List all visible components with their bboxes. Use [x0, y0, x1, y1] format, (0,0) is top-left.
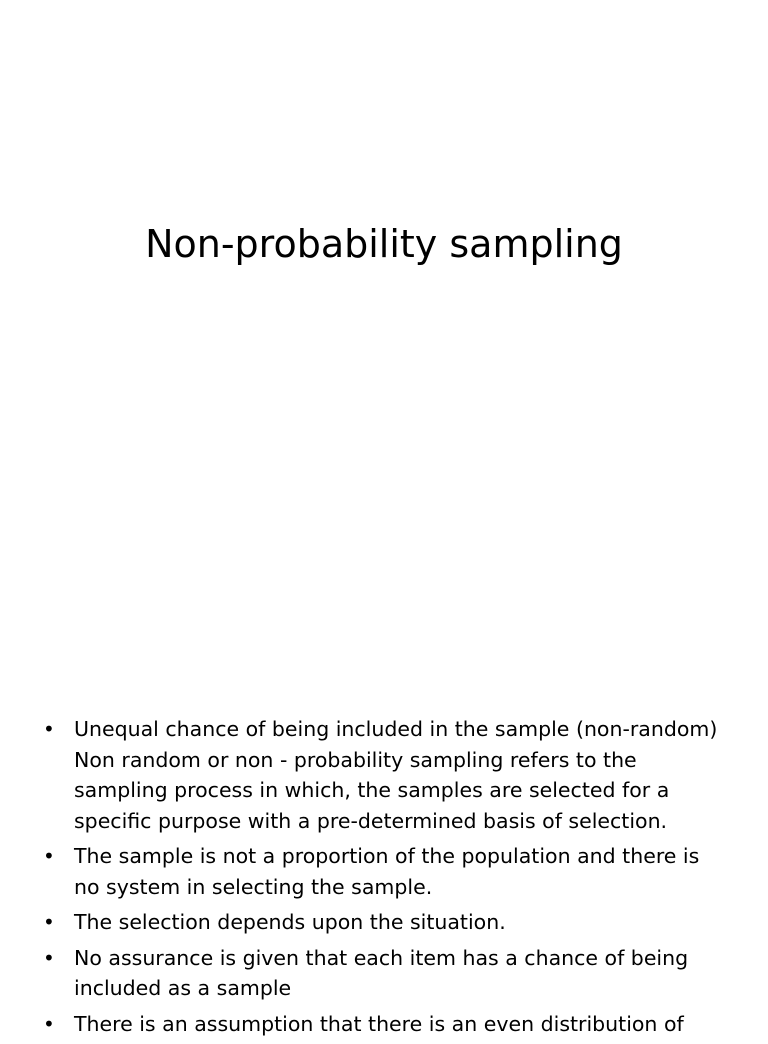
bullet-item	[40, 714, 730, 836]
slide-title: Non-probability sampling	[145, 222, 623, 266]
bullet-text: The selection depends upon the situation.	[74, 910, 506, 934]
bullet-text: The sample is not a proportion of the population and there is no system in selecting the sample.	[74, 844, 700, 899]
bullet-text: No assurance is given that each item has a chance of being included as a sample	[74, 945, 689, 1000]
bullet-item	[40, 841, 730, 902]
bullet-list	[40, 714, 730, 1044]
bullet-dot-icon: •	[43, 844, 55, 868]
bullet-text: There is an assumption that there is an even distribution of	[74, 1011, 684, 1036]
bullet-text: Unequal chance of being included in the sample (non-random) Non random or non - probability sampling refers to the sampling process in which, the samples are selected for a specific purpose with a pre-determined basis of selection.	[74, 717, 718, 833]
bullet-item	[40, 907, 730, 938]
bullet-dot-icon: •	[43, 1011, 55, 1036]
bullet-item	[40, 943, 730, 1004]
bullet-dot-icon: •	[43, 945, 55, 970]
bullet-dot-icon: •	[43, 717, 55, 741]
bullet-dot-icon: •	[43, 910, 55, 934]
